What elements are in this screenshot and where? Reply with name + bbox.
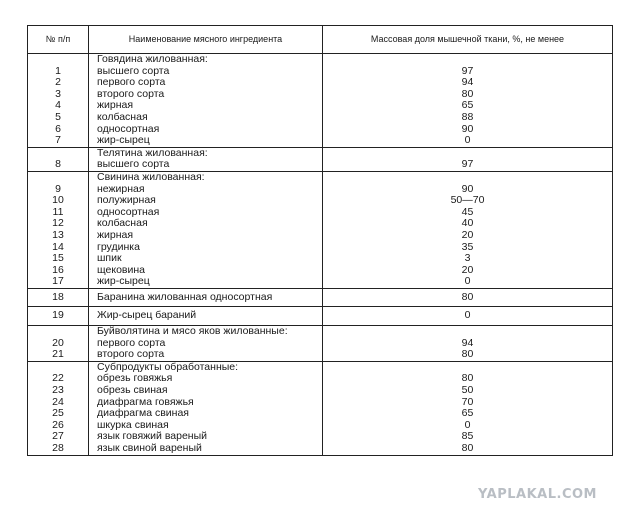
ingredient-name: второго сорта bbox=[89, 89, 323, 101]
muscle-tissue-value: 3 bbox=[323, 253, 613, 265]
muscle-tissue-value: 88 bbox=[323, 112, 613, 124]
ingredient-name: колбасная bbox=[89, 112, 323, 124]
row-number: 12 bbox=[28, 218, 89, 230]
muscle-tissue-value: 80 bbox=[323, 443, 613, 455]
ingredient-name: односортная bbox=[89, 207, 323, 219]
row-number: 14 bbox=[28, 242, 89, 254]
muscle-tissue-value: 85 bbox=[323, 431, 613, 443]
ingredient-name: высшего сорта bbox=[89, 159, 323, 171]
muscle-tissue-value: 50 bbox=[323, 385, 613, 397]
table-header-row bbox=[28, 26, 613, 54]
table-row bbox=[28, 385, 613, 397]
muscle-tissue-value: 0 bbox=[323, 276, 613, 288]
group-title-value-cell bbox=[323, 326, 613, 338]
row-number: 3 bbox=[28, 89, 89, 101]
row-number: 24 bbox=[28, 397, 89, 409]
ingredient-name: односортная bbox=[89, 124, 323, 136]
group-title-row bbox=[28, 326, 613, 338]
ingredient-name: колбасная bbox=[89, 218, 323, 230]
group-title-row bbox=[28, 171, 613, 183]
muscle-tissue-value: 40 bbox=[323, 218, 613, 230]
muscle-tissue-value: 20 bbox=[323, 230, 613, 242]
row-number: 28 bbox=[28, 443, 89, 455]
ingredient-name: жирная bbox=[89, 230, 323, 242]
muscle-tissue-value: 20 bbox=[323, 265, 613, 277]
row-number: 6 bbox=[28, 124, 89, 136]
row-number: 11 bbox=[28, 207, 89, 219]
ingredient-name: жир-сырец bbox=[89, 135, 323, 147]
watermark-logo: YAPLAKAL.COM bbox=[478, 487, 597, 502]
ingredient-name: второго сорта bbox=[89, 349, 323, 361]
row-number: 20 bbox=[28, 338, 89, 350]
ingredient-name: обрезь говяжья bbox=[89, 373, 323, 385]
table-row bbox=[28, 159, 613, 171]
ingredient-name: полужирная bbox=[89, 195, 323, 207]
muscle-tissue-value: 50—70 bbox=[323, 195, 613, 207]
group-title-row bbox=[28, 54, 613, 66]
row-number: 17 bbox=[28, 276, 89, 288]
ingredient-name: жир-сырец bbox=[89, 276, 323, 288]
ingredient-name: жирная bbox=[89, 100, 323, 112]
row-number: 1 bbox=[28, 66, 89, 78]
row-number: 7 bbox=[28, 135, 89, 147]
muscle-tissue-value: 94 bbox=[323, 77, 613, 89]
table-row bbox=[28, 288, 613, 307]
group-title: Субпродукты обработанные: bbox=[89, 361, 323, 373]
row-number: 16 bbox=[28, 265, 89, 277]
row-number: 19 bbox=[28, 307, 89, 326]
table-row bbox=[28, 276, 613, 288]
table-row bbox=[28, 253, 613, 265]
row-number: 18 bbox=[28, 288, 89, 307]
muscle-tissue-value: 35 bbox=[323, 242, 613, 254]
muscle-tissue-value: 65 bbox=[323, 408, 613, 420]
group-title-value-cell bbox=[323, 171, 613, 183]
ingredient-name: Жир-сырец бараний bbox=[89, 307, 323, 326]
row-number: 13 bbox=[28, 230, 89, 242]
row-number: 27 bbox=[28, 431, 89, 443]
ingredient-name: грудинка bbox=[89, 242, 323, 254]
muscle-tissue-value: 80 bbox=[323, 89, 613, 101]
muscle-tissue-value: 97 bbox=[323, 159, 613, 171]
table-row bbox=[28, 307, 613, 326]
row-number: 8 bbox=[28, 159, 89, 171]
ingredient-name: щековина bbox=[89, 265, 323, 277]
muscle-tissue-value: 0 bbox=[323, 420, 613, 432]
ingredients-table bbox=[27, 25, 613, 456]
muscle-tissue-value: 80 bbox=[323, 373, 613, 385]
group-title-num-cell bbox=[28, 171, 89, 183]
header-name: Наименование мясного ингредиента bbox=[89, 26, 323, 54]
group-title: Свинина жилованная: bbox=[89, 171, 323, 183]
table-row bbox=[28, 112, 613, 124]
row-number: 4 bbox=[28, 100, 89, 112]
ingredient-name: диафрагма свиная bbox=[89, 408, 323, 420]
ingredient-name: шкурка свиная bbox=[89, 420, 323, 432]
row-number: 23 bbox=[28, 385, 89, 397]
ingredient-name: Баранина жилованная односортная bbox=[89, 288, 323, 307]
muscle-tissue-value: 65 bbox=[323, 100, 613, 112]
table-row bbox=[28, 349, 613, 361]
row-number: 22 bbox=[28, 373, 89, 385]
ingredient-name: язык свиной вареный bbox=[89, 443, 323, 455]
group-title-num-cell bbox=[28, 54, 89, 66]
table-body bbox=[28, 54, 613, 456]
row-number: 15 bbox=[28, 253, 89, 265]
group-title: Телятина жилованная: bbox=[89, 147, 323, 159]
muscle-tissue-value: 97 bbox=[323, 66, 613, 78]
muscle-tissue-value: 0 bbox=[323, 135, 613, 147]
group-title-value-cell bbox=[323, 54, 613, 66]
ingredient-name: нежирная bbox=[89, 184, 323, 196]
group-title-num-cell bbox=[28, 326, 89, 338]
row-number: 9 bbox=[28, 184, 89, 196]
table-row bbox=[28, 443, 613, 455]
ingredient-name: высшего сорта bbox=[89, 66, 323, 78]
muscle-tissue-value: 90 bbox=[323, 124, 613, 136]
row-number: 2 bbox=[28, 77, 89, 89]
table-row bbox=[28, 195, 613, 207]
muscle-tissue-value: 45 bbox=[323, 207, 613, 219]
group-title: Буйволятина и мясо яков жилованные: bbox=[89, 326, 323, 338]
muscle-tissue-value: 80 bbox=[323, 349, 613, 361]
ingredient-name: шпик bbox=[89, 253, 323, 265]
row-number: 5 bbox=[28, 112, 89, 124]
ingredient-name: первого сорта bbox=[89, 338, 323, 350]
muscle-tissue-value: 0 bbox=[323, 307, 613, 326]
ingredient-name: первого сорта bbox=[89, 77, 323, 89]
header-value: Массовая доля мышечной ткани, %, не менее bbox=[323, 26, 613, 54]
muscle-tissue-value: 94 bbox=[323, 338, 613, 350]
muscle-tissue-value: 80 bbox=[323, 288, 613, 307]
group-title: Говядина жилованная: bbox=[89, 54, 323, 66]
ingredient-name: диафрагма говяжья bbox=[89, 397, 323, 409]
table-row bbox=[28, 135, 613, 147]
row-number: 10 bbox=[28, 195, 89, 207]
header-num: № п/п bbox=[28, 26, 89, 54]
ingredient-name: обрезь свиная bbox=[89, 385, 323, 397]
ingredient-name: язык говяжий вареный bbox=[89, 431, 323, 443]
row-number: 21 bbox=[28, 349, 89, 361]
muscle-tissue-value: 90 bbox=[323, 184, 613, 196]
muscle-tissue-value: 70 bbox=[323, 397, 613, 409]
table-row bbox=[28, 230, 613, 242]
row-number: 26 bbox=[28, 420, 89, 432]
row-number: 25 bbox=[28, 408, 89, 420]
